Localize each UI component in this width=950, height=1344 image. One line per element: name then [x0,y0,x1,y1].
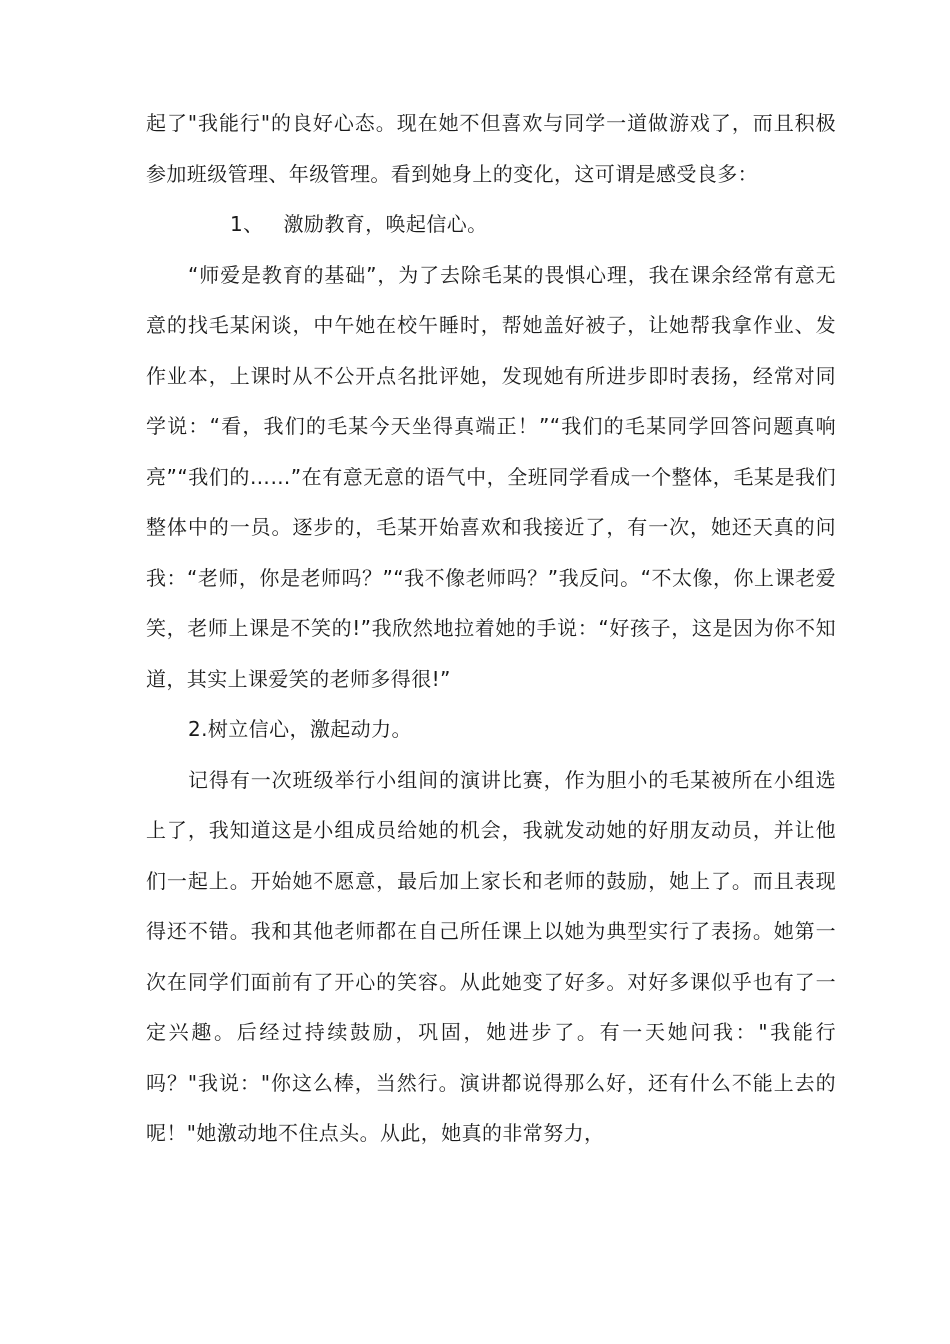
document-body [146,98,836,1159]
paragraph-continuation: 起了"我能行"的良好心态。现在她不但喜欢与同学一道做游戏了，而且积极参加班级管理、年级管理。看到她身上的变化，这可谓是感受良多： [146,111,836,186]
section-heading-2: 2.树立信心，激起动力。 [188,717,412,741]
section-heading-1-title: 激励教育，唤起信心。 [283,212,488,236]
paragraph-teacher-love: “师爱是教育的基础”，为了去除毛某的畏惧心理，我在课余经常有意无意的找毛某闲谈，中午她在校午睡时，帮她盖好被子，让她帮我拿作业、发作业本，上课时从不公开点名批评她，发现她有所进步即时表扬，经常对同学说：“看，我们的毛某今天坐得真端正！”“我们的毛某同学回答问题真响亮”“我们的……”在有意无意的语气中，全班同学看成一个整体，毛某是我们整体中的一员。逐步的，毛某开始喜欢和我接近了，有一次，她还天真的问我：“老师，你是老师吗？”“我不像老师吗？”我反问。“不太像，你上课老爱笑，老师上课是不笑的!”我欣然地拉着她的手说：“好孩子，这是因为你不知道，其实上课爱笑的老师多得很!” [146,262,836,691]
section-heading-1 [146,199,836,250]
paragraph-speech-contest: 记得有一次班级举行小组间的演讲比赛，作为胆小的毛某被所在小组选上了，我知道这是小组成员给她的机会，我就发动她的好朋友动员，并让他们一起上。开始她不愿意，最后加上家长和老师的鼓励，她上了。而且表现得还不错。我和其他老师都在自己所任课上以她为典型实行了表扬。她第一次在同学们面前有了开心的笑容。从此她变了好多。对好多课似乎也有了一定兴趣。后经过持续鼓励，巩固，她进步了。有一天她问我："我能行吗？"我说："你这么棒，当然行。演讲都说得那么好，还有什么不能上去的呢！"她激动地不住点头。从此，她真的非常努力， [146,767,836,1145]
section-heading-1-number: 1、 [230,212,264,236]
